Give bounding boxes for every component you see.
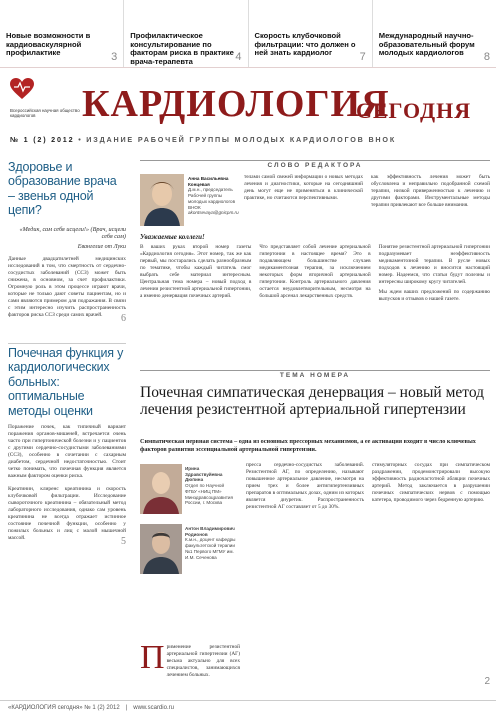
editor-columns: [140, 244, 490, 303]
teaser-title: Международный научно-образовательный форум молодых кардиологов: [378, 31, 475, 58]
editor-role: Д.м.н., председатель Рабочей группы молодых кардиологов ВНОК: [188, 187, 236, 210]
author-photo: [140, 464, 182, 514]
author-name: Антон Владимирович Родионов: [185, 526, 235, 537]
teaser-3[interactable]: [249, 0, 373, 67]
theme-column-1: [140, 639, 240, 679]
article-body-text: Данные двадцатилетней медицинских исследований в том, что смертность от сердечно-сосудистых заболеваний (ССЗ) может быть снижена, в основном, за счет профилактики. Огромную роль в этом процессе играют врачи, которые не только дают советы пациентам, но и сами являются примером для подражания. В связи с этим интересно изучить распространенность факторов риска ССЗ среди самих врачей.: [8, 256, 126, 319]
page-reference: 2: [484, 676, 490, 687]
issue-bar: [10, 135, 486, 147]
masthead: [0, 68, 496, 154]
author-caption: [185, 466, 237, 506]
page-reference: 5: [121, 536, 126, 548]
editor-top-col: телами самой свежей информации о новых методах лечения и диагностики, которые на сегодняшний день могут еще не применяться в клинической практике, но считаются перспективными.: [244, 174, 363, 201]
author-role: Отдел по Научной ФГБУ «НИЦ ПМ» Минздравсоцразвития России, г. Москва: [185, 483, 233, 506]
editor-email[interactable]: akontsevaya@gnicpm.ru: [188, 210, 239, 216]
logo-caption: Всероссийская научная общество кардиологов: [10, 108, 80, 119]
footer-separator: |: [125, 705, 128, 711]
teaser-1[interactable]: [0, 0, 124, 67]
editor-greeting: Уважаемые коллеги!: [140, 233, 205, 241]
epigraph-quote: «Медик, сам себя исцели!» (Врач, исцели себя сам): [19, 225, 126, 241]
article-body: [8, 486, 126, 548]
theme-column-3: [372, 462, 490, 504]
theme-column-2: [246, 462, 364, 511]
heart-logo-icon: [10, 78, 34, 100]
theme-lead: Симпатическая нервная система – одна из основных прессорных механизмов, а ее активация входит в число ключевых факторов развития эссенциальной артериальной гипертензии.: [140, 438, 476, 454]
teaser-2[interactable]: [124, 0, 248, 67]
issue-number: № 1 (2) 2012: [10, 135, 75, 144]
article-title[interactable]: Здоровье и образование врача – звенья одной цепи?: [8, 160, 117, 218]
person-portrait-icon: [140, 524, 182, 574]
teaser-title: Новые возможности в кардиоваскулярной профилактике: [6, 31, 91, 58]
teaser-page-number: 3: [111, 51, 118, 63]
theme-section-header: ТЕМА НОМЕРА: [140, 370, 490, 380]
editor-top-columns: [244, 174, 490, 209]
editor-name: Анна Васильевна Концевая: [188, 176, 229, 187]
teaser-4[interactable]: [373, 0, 496, 67]
theme-paragraph: рименение резистентной артериальной гипертензии (АГ) весьма актуально для всех специалистов, занимающихся лечением больных.: [166, 644, 240, 678]
epigraph-author: Евангелие от Луки: [77, 244, 126, 250]
teaser-page-number: 4: [235, 51, 242, 63]
drop-cap: П: [140, 639, 165, 676]
society-logo: [10, 78, 80, 126]
article-body: [8, 256, 126, 325]
person-portrait-icon: [140, 464, 182, 514]
issue-text: • ИЗДАНИЕ РАБОЧЕЙ ГРУППЫ МОЛОДЫХ КАРДИОЛОГОВ ВНОК: [78, 135, 397, 144]
editor-paragraph: Мы ждем ваших предложений по содержанию выпусков и отзывов о нашей газете.: [378, 288, 490, 302]
editor-col: [379, 244, 490, 303]
editor-caption: [188, 176, 240, 216]
author-role: К.м.н., доцент кафедры факультетской терапии №1 Первого МГМУ им. И.М. Сеченова: [185, 537, 236, 560]
teaser-strip: [0, 0, 496, 68]
masthead-title: КАРДИОЛОГИЯ: [82, 83, 390, 125]
page-footer: [0, 700, 496, 717]
masthead-subtitle: СЕГОДНЯ: [356, 98, 472, 123]
editor-col: В ваших руках второй номер газеты «Кардиология сегодня». Этот номер, так же как первый, мы постарались сделать разнообразным по тематике, чтобы каждый читатель смог выбрать себе материал интересным. Центральная тема номера – новый подход в лечении резистентной артериальной гипертонии, а именно денервация почечных артерий.: [140, 244, 252, 299]
footer-title: «КАРДИОЛОГИЯ сегодня» № 1 (2) 2012: [8, 705, 120, 711]
teaser-page-number: 8: [483, 51, 490, 63]
footer-left: [8, 705, 174, 713]
page-reference: 6: [121, 313, 126, 325]
article-title[interactable]: Почечная функция у кардиологических больных: оптимальные методы оценки: [8, 346, 124, 418]
theme-paragraph: пресса сердечно-сосудистых заболеваний. Резистентной АГ, по определению, называют повышенное артериальное давление, несмотря на прием трех и более антигипертензивных препаратов в оптимальных дозах, одним из которых является диуретик. Распространенность резистентной АГ составляет от 5 до 30%.: [246, 462, 364, 510]
editor-top-col: как эффективность лечения может быть обусловлена и неправильно подобранной схемой терапии, низкой приверженностью к лечению и другими факторами. Инструментальные методы терапии привлекают все больше внимания.: [371, 174, 490, 208]
article-body-text: Креатинин, клиренс креатинина и скорость клубочковой фильтрации. Исследование сывороточного креатинина – обязательный метод лабораторного исследования, однако сам уровень креатинина не всегда отражает истинное состояние почечной функции, особенно у пожилых больных и лиц с малой мышечной массой.: [8, 486, 126, 542]
editor-col: Что представляет собой лечение артериальной гипертонии в настоящее время? Это в подавляющем большинстве случаев медикаментозная терапия, за исключением некоторых форм вторичной артериальной гипертонии. Контроль артериального давления остается неудовлетворительным, несмотря на большой арсенал лекарственных средств.: [259, 244, 371, 299]
author-photo: [140, 524, 182, 574]
left-article-health: [8, 160, 126, 325]
author-caption: [185, 526, 237, 560]
editor-photo: [140, 174, 184, 226]
editor-paragraph: Понятие резистентной артериальной гипертонии подразумевает неэффективность медикаментозной терапии. В русле новых подходов к лечению и вносится настоящий номер. Надеемся, что статьи будут полезны и интересны широкому кругу читателей.: [378, 244, 490, 285]
footer-site[interactable]: www.scardio.ru: [133, 705, 174, 711]
theme-paragraph: стимуляторных сосудах при симпатическом раздражении, продемонстрировали высокую эффективность радиочастотной абляции почечных артерий. Метод заключается в разрушении почечных симпатических нервов с помощью катетера, проводимого через бедренную артерию.: [372, 462, 490, 503]
editor-section-header: СЛОВО РЕДАКТОРА: [140, 160, 490, 170]
teaser-title: Скорость клубочковой фильтрации: что должен о ней знать кардиолог: [254, 31, 356, 58]
article-body: Поражение почек, как типичный вариант поражения органов-мишеней, встречается очень часто при гипертонической болезни и у пациентов с другими сердечно-сосудистыми заболеваниями (ССЗ), особенно в сочетании с сахарным диабетом, сердечной недостаточностью. Стоит четко понимать, что почечная функция является важным фактором оценки риска.: [8, 423, 126, 479]
left-article-kidney: [8, 344, 126, 548]
theme-headline[interactable]: Почечная симпатическая денервация – новый метод лечения резистентной артериальной гипертензии: [140, 384, 485, 419]
teaser-title: Профилактическое консультирование по факторам риска в практике врача-терапевта: [130, 31, 234, 67]
person-portrait-icon: [140, 174, 184, 226]
teaser-page-number: 7: [359, 51, 366, 63]
author-name: Ирина Здравствуйевна Дюпина: [185, 466, 223, 483]
